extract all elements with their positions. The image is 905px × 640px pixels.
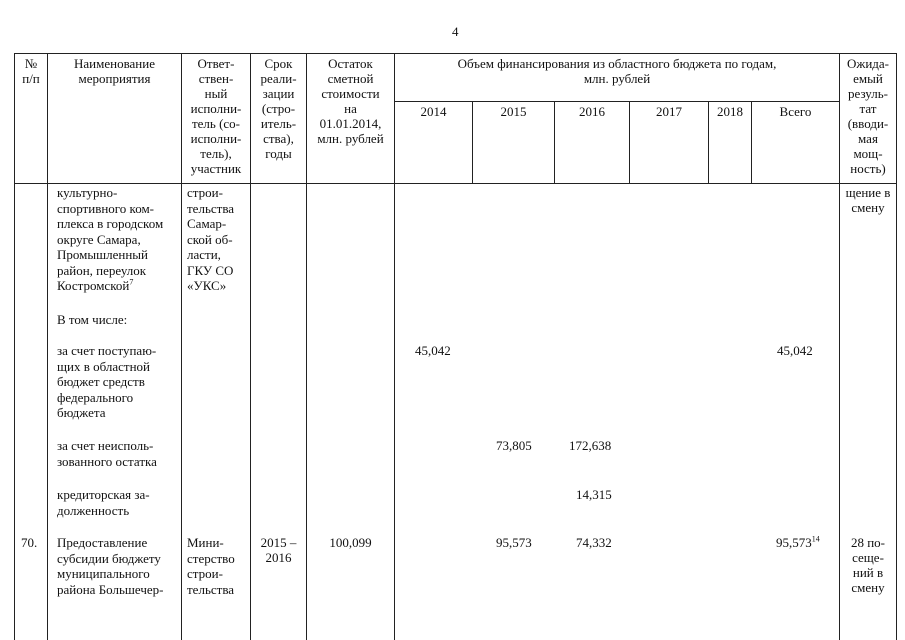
creditor-2016-value: 14,315	[576, 487, 612, 502]
continued-name-text: культурно- спортивного ком- плекса в городском округе Самара, Промышленный район, переулок Костромской	[57, 185, 164, 293]
continued-result: щение в смену	[845, 185, 891, 215]
federal-funds-label: за счет поступаю- щих в областной бюджет средств федерального бюджета	[57, 343, 157, 420]
header-col-expected-result: Ожида- емый резуль- тат (вводи- мая мощ- ность)	[846, 56, 890, 176]
header-year-2016: 2016	[579, 104, 605, 119]
federal-2014-value: 45,042	[415, 343, 451, 358]
row70-result: 28 по- сеще- ний в смену	[850, 535, 886, 595]
in-total-label: В том числе:	[57, 312, 128, 327]
row70-total-footnote: 14	[811, 534, 820, 544]
header-year-2014: 2014	[420, 104, 447, 119]
header-col-responsible: Ответ- ствен- ный исполни- тель (со- исполни- тель), участник	[190, 56, 242, 176]
header-col-name: Наименование мероприятия	[74, 56, 155, 86]
header-year-2015: 2015	[500, 104, 527, 119]
federal-total-value: 45,042	[777, 343, 813, 358]
continued-name	[57, 185, 181, 294]
row70-number: 70.	[21, 535, 38, 550]
continued-name-footnote: 7	[129, 277, 134, 287]
header-col-number: № п/п	[22, 56, 40, 86]
row70-term: 2015 – 2016	[260, 535, 297, 565]
creditor-debt-label: кредиторская за- долженность	[57, 487, 150, 518]
row70-2015-value: 95,573	[496, 535, 532, 550]
unused-remainder-label: за счет неисполь- зованного остатка	[57, 438, 157, 469]
header-total: Всего	[779, 104, 812, 119]
row70-total-value	[776, 535, 820, 550]
header-year-2017: 2017	[656, 104, 682, 119]
row70-remaining-cost: 100,099	[329, 535, 372, 550]
row70-responsible: Мини- стерство строи- тельства	[187, 535, 235, 597]
row70-2016-value: 74,332	[576, 535, 612, 550]
unused-2016-value: 172,638	[569, 438, 612, 453]
header-col-financing: Объем финансирования из областного бюджета по годам, млн. рублей	[457, 56, 777, 86]
unused-2015-value: 73,805	[496, 438, 532, 453]
header-year-2018: 2018	[717, 104, 743, 119]
page-number: 4	[452, 24, 459, 39]
continued-responsible: строи- тельства Самар- ской об- ласти, ГКУ СО «УКС»	[187, 185, 235, 293]
header-col-term: Срок реали- зации (стро- итель- ства), годы	[260, 56, 297, 161]
header-col-remaining-cost: Остаток сметной стоимости на 01.01.2014, млн. рублей	[317, 56, 384, 146]
row70-total-text: 95,573	[776, 535, 812, 550]
row70-name: Предоставление субсидии бюджету муниципального района Большечер-	[57, 535, 164, 597]
